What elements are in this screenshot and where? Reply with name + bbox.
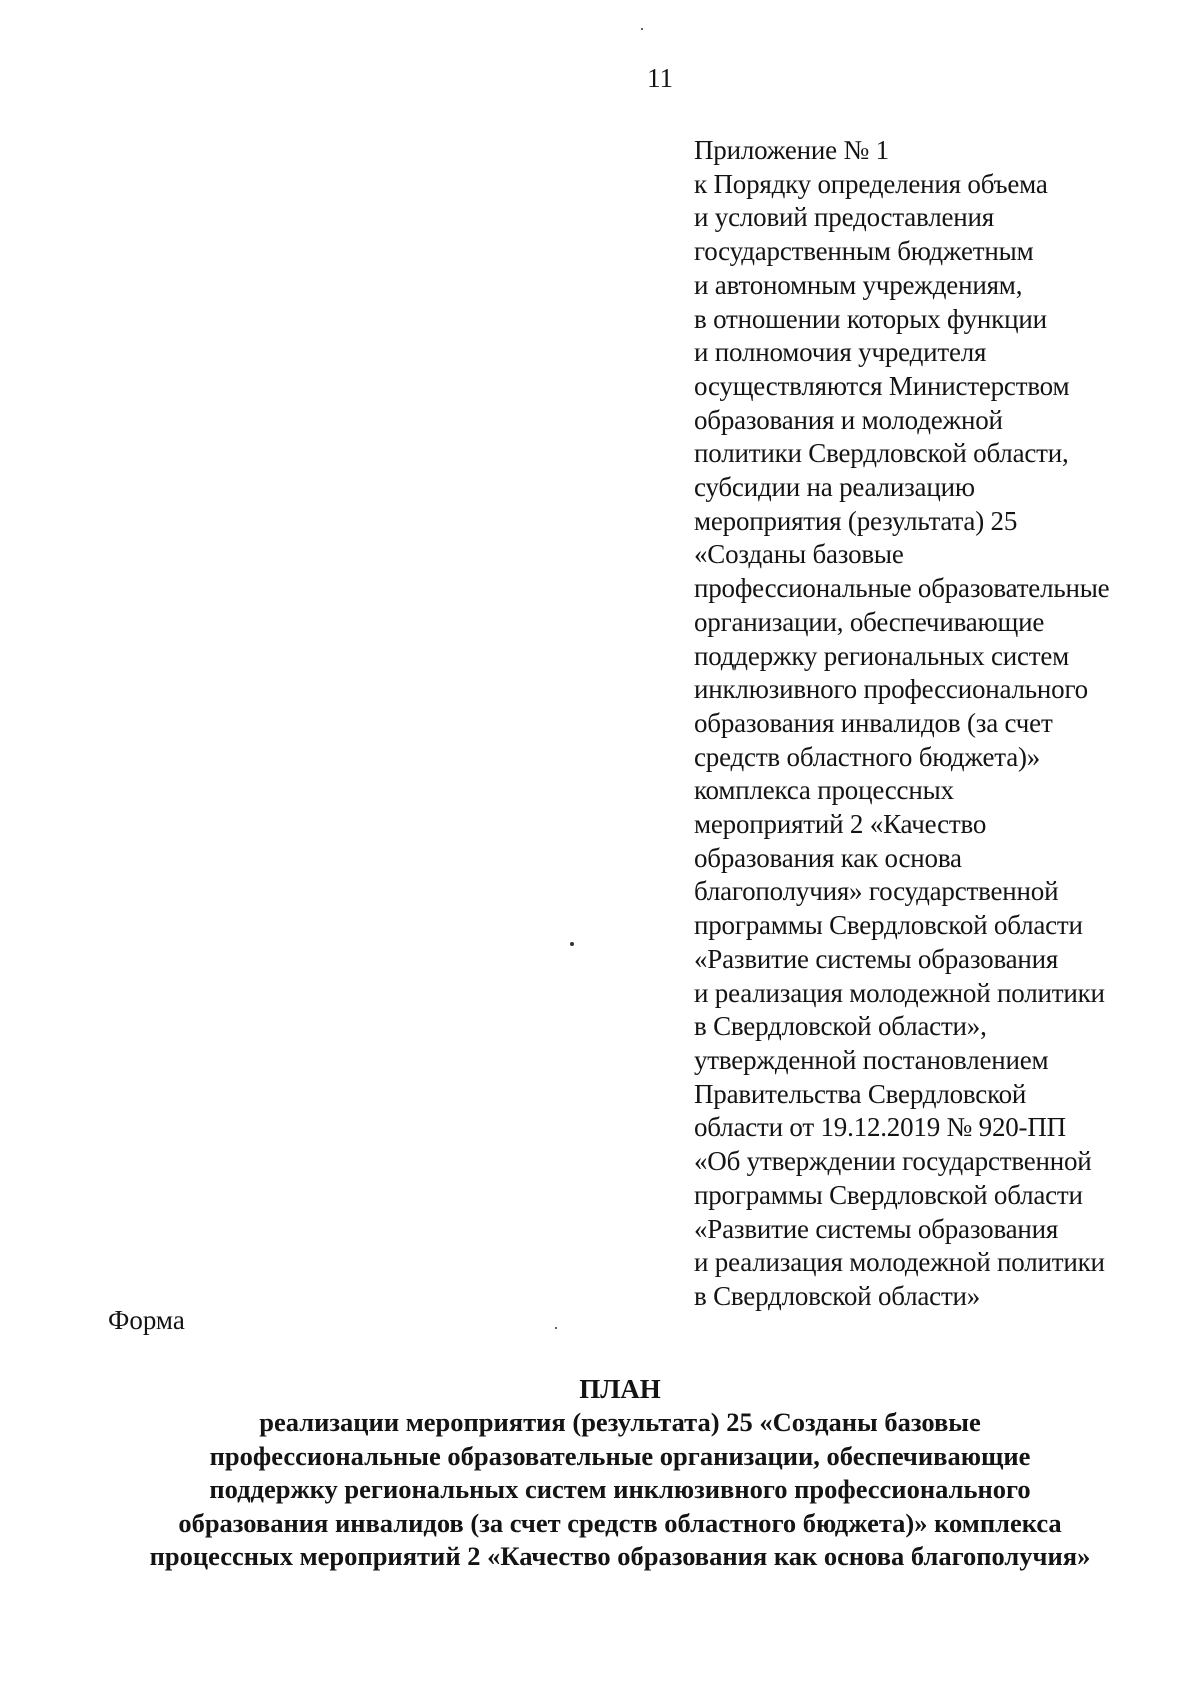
appendix-line: Правительства Свердловской [694, 1078, 1027, 1109]
appendix-line: поддержку региональных систем [694, 640, 1070, 671]
appendix-line: образования инвалидов (за счет [694, 707, 1053, 738]
appendix-line: политики Свердловской области, [694, 438, 1069, 469]
appendix-line: «Развитие системы образования [694, 1213, 1059, 1244]
appendix-line: организации, обеспечивающие [694, 606, 1045, 637]
appendix-line: инклюзивного профессионального [694, 674, 1088, 705]
appendix-line: Приложение № 1 [694, 135, 889, 165]
appendix-header [694, 134, 1194, 1314]
plan-heading [60, 1372, 1180, 1574]
appendix-line: средств областного бюджета)» [694, 741, 1041, 772]
plan-subtitle-line: поддержку региональных систем инклюзивного профессионального [209, 1474, 1031, 1504]
appendix-line: «Об утверждении государственной [694, 1146, 1092, 1177]
appendix-line: в Свердловской области» [694, 1280, 981, 1311]
appendix-line: программы Свердловской области [694, 1179, 1083, 1210]
appendix-line: к Порядку определения объема [694, 168, 1048, 199]
appendix-line: и реализация молодежной политики [694, 977, 1105, 1008]
appendix-line: области от 19.12.2019 № 920-ПП [694, 1112, 1066, 1143]
appendix-line: и автономным учреждениям, [694, 269, 1023, 300]
scan-speck [555, 1327, 557, 1329]
plan-subtitle-line: профессиональные образовательные организации, обеспечивающие [209, 1440, 1031, 1471]
appendix-line: благополучия» государственной [694, 876, 1059, 907]
appendix-line: образования как основа [694, 842, 962, 873]
appendix-line: программы Свердловской области [694, 910, 1083, 941]
appendix-line: осуществляются Министерством [694, 370, 1070, 401]
appendix-line: мероприятий 2 «Качество [694, 809, 987, 840]
appendix-line: профессиональные образовательные [694, 573, 1110, 604]
appendix-line: субсидии на реализацию [694, 472, 975, 503]
appendix-line: и полномочия учредителя [694, 337, 987, 368]
page-number: 11 [647, 63, 673, 93]
appendix-line: государственным бюджетным [694, 236, 1034, 267]
appendix-line: утвержденной постановлением [694, 1044, 1049, 1075]
appendix-line: и реализация молодежной политики [694, 1247, 1105, 1278]
form-label: Форма [108, 1305, 185, 1335]
appendix-line: в Свердловской области», [694, 1011, 987, 1042]
plan-title: ПЛАН [579, 1374, 661, 1404]
scan-speck [570, 942, 574, 946]
appendix-line: мероприятия (результата) 25 [694, 505, 1018, 536]
appendix-line: «Созданы базовые [694, 539, 904, 570]
plan-subtitle-line: реализации мероприятия (результата) 25 «Созданы базовые [259, 1407, 981, 1437]
appendix-line: комплекса процессных [694, 775, 954, 806]
plan-subtitle-line: образования инвалидов (за счет средств областного бюджета)» комплекса [178, 1507, 1062, 1538]
scan-speck [641, 28, 643, 30]
plan-subtitle-line: процессных мероприятий 2 «Качество образования как основа благополучия» [149, 1541, 1091, 1571]
appendix-line: в отношении которых функции [694, 303, 1047, 334]
appendix-line: образования и молодежной [694, 404, 1003, 435]
appendix-line: и условий предоставления [694, 202, 995, 233]
appendix-line: «Развитие системы образования [694, 943, 1059, 974]
